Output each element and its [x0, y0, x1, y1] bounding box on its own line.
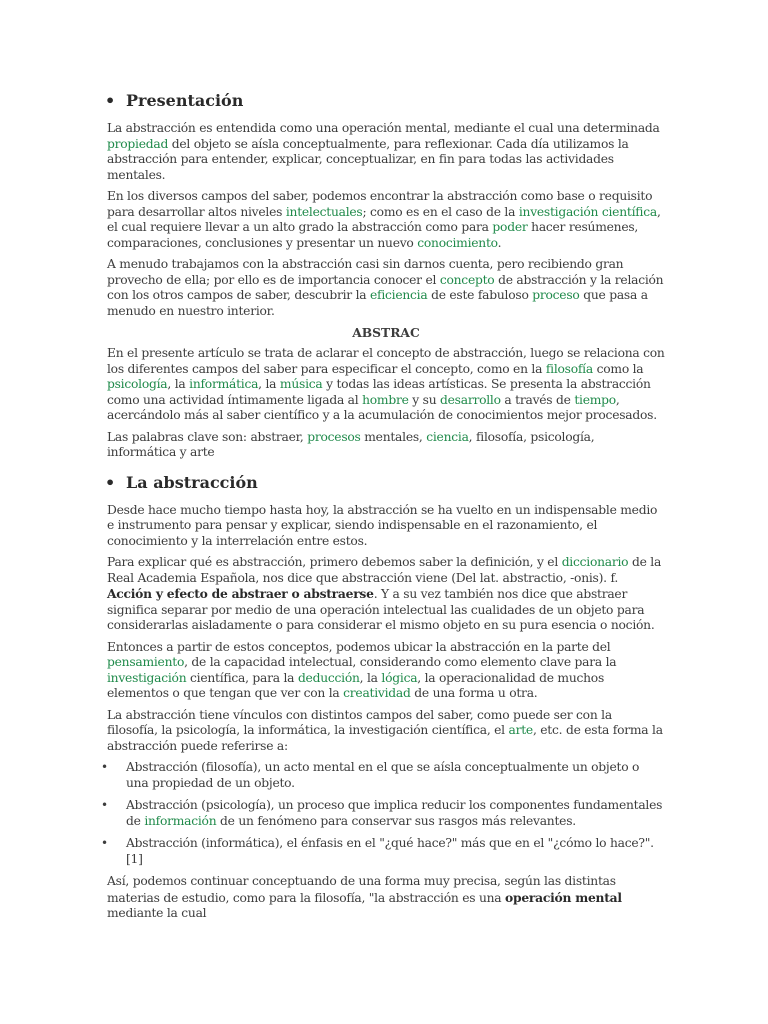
- inline-link[interactable]: música: [279, 377, 323, 391]
- text-run: científica, para la: [186, 670, 298, 685]
- inline-link[interactable]: investigación: [107, 670, 187, 685]
- inline-link[interactable]: informática: [189, 377, 259, 391]
- inline-link[interactable]: concepto: [439, 272, 495, 287]
- paragraph: [107, 257, 665, 319]
- document-page: [101, 84, 665, 928]
- text-run: de este fabuloso: [427, 288, 533, 302]
- inline-link[interactable]: conocimiento: [417, 235, 498, 250]
- text-run: a través de: [500, 392, 575, 407]
- text-run: que pasa a menudo en nuestro interior.: [107, 288, 648, 318]
- text-run: Para explicar qué es abstracción, primero debemos saber la definición, y el: [107, 555, 562, 569]
- text-run: En los diversos campos del saber, podemos encontrar la abstracción como base o requisito para desarrollar altos niveles: [107, 189, 653, 219]
- inline-link[interactable]: filosofía: [545, 361, 593, 376]
- bullet-icon: •: [105, 472, 116, 492]
- bullet-icon: •: [101, 836, 108, 850]
- text-run: Abstracción (informática), el énfasis en el "¿qué hace?" más que en el "¿cómo lo hace?".[1]: [126, 836, 654, 866]
- inline-link[interactable]: poder: [492, 220, 528, 234]
- text-run: , acercándolo más al saber científico y a la acumulación de conocimientos mejor procesados.: [107, 392, 657, 422]
- bullet-icon: •: [105, 91, 116, 110]
- inline-link[interactable]: diccionario: [561, 555, 629, 569]
- paragraph: [107, 503, 665, 550]
- presentacion-body: [107, 121, 665, 319]
- section-heading-la-abstraccion: [105, 472, 665, 493]
- inline-link[interactable]: deducción: [297, 670, 360, 685]
- text-run: de un fenómeno para conservar sus rasgos más relevantes.: [216, 813, 576, 828]
- heading-text: Presentación: [126, 91, 244, 110]
- text-run: Las palabras clave son: abstraer,: [107, 429, 308, 444]
- text-run: , el cual requiere llevar a un alto grado la abstracción como para: [107, 204, 661, 234]
- inline-link[interactable]: creatividad: [343, 686, 411, 700]
- list-item: [101, 836, 665, 867]
- inline-link[interactable]: intelectuales: [285, 204, 363, 219]
- text-run: Abstracción (filosofía), un acto mental en el que se aísla conceptualmente un objeto o una propiedad de un objeto.: [126, 760, 640, 790]
- text-run: A menudo trabajamos con la abstracción casi sin darnos cuenta, pero recibiendo gran provecho de ella; por ello es de importancia conocer el: [107, 257, 624, 287]
- paragraph: [107, 708, 665, 755]
- inline-link[interactable]: desarrollo: [440, 392, 501, 407]
- text-run: Así, podemos continuar conceptuando de una forma muy precisa, según las distintas materias de estudio, como para la filosofía, "la abstracción es una: [107, 874, 616, 905]
- paragraph: [107, 430, 665, 461]
- text-run: Abstracción (psicología), un proceso que implica reducir los componentes fundamentales de: [126, 798, 663, 828]
- text-run: , de la capacidad intelectual, considerando como elemento clave para la: [184, 655, 617, 669]
- text-run: .: [497, 235, 502, 250]
- text-run: hacer resúmenes, comparaciones, conclusiones y presentar un nuevo: [107, 220, 639, 250]
- text-run: En el presente artículo se trata de aclarar el concepto de abstracción, luego se relaciona con los diferentes campos del saber para especificar el concepto, como en la: [107, 346, 665, 376]
- text-run: , la operacionalidad de muchos elementos o que tengan que ver con la: [107, 670, 605, 700]
- paragraph: [107, 640, 665, 702]
- text-run: , la: [258, 377, 280, 391]
- abstraccion-body: [107, 503, 665, 755]
- text-run: Desde hace mucho tiempo hasta hoy, la abstracción se ha vuelto en un indispensable medio e instrumento para pensar y explicar, siendo indispensable en el razonamiento, el conocimiento y la interrelación entre estos.: [107, 502, 658, 548]
- text-run: mediante la cual: [107, 906, 207, 920]
- text-run: , etc. de esta forma la abstracción puede referirse a:: [107, 723, 663, 753]
- text-run: La abstracción tiene vínculos con distintos campos del saber, como puede ser con la filosofía, la psicología, la informática, la investigación científica, el: [107, 707, 612, 737]
- inline-link[interactable]: información: [144, 813, 217, 828]
- bold-text: Acción y efecto de abstraer o abstraerse: [107, 586, 374, 601]
- text-run: mentales,: [360, 429, 427, 444]
- inline-link[interactable]: investigación científica: [518, 204, 657, 219]
- inline-link[interactable]: hombre: [362, 392, 409, 407]
- inline-link[interactable]: procesos: [307, 429, 361, 444]
- abstraction-bullet-list: [101, 760, 665, 867]
- inline-link[interactable]: psicología: [107, 377, 168, 391]
- inline-link[interactable]: proceso: [532, 288, 580, 302]
- inline-link[interactable]: eficiencia: [370, 288, 428, 302]
- list-item: [101, 760, 665, 791]
- closing-paragraph: [107, 874, 665, 922]
- text-run: , filosofía, psicología, informática y arte: [107, 429, 595, 459]
- text-run: . Y a su vez también nos dice que abstraer significa separar por medio de una operación intelectual las cualidades de un objeto para considerarlas aisladamente o para considerar el mismo objeto en su pura esencia o noción.: [107, 587, 655, 632]
- abstract-body: [107, 346, 665, 461]
- inline-link[interactable]: tiempo: [574, 392, 616, 407]
- inline-link[interactable]: pensamiento: [107, 655, 185, 669]
- list-item: [101, 798, 665, 829]
- text-run: de abstracción y la relación con los otros campos de saber, descubrir la: [107, 272, 664, 302]
- text-run: , la: [167, 377, 190, 391]
- paragraph: [107, 121, 665, 183]
- text-run: como la: [592, 361, 644, 376]
- text-run: del objeto se aísla conceptualmente, para reflexionar. Cada día utilizamos la abstracción para entender, explicar, conceptualizar, en fin para todas las actividades mentales.: [107, 136, 629, 182]
- paragraph: [107, 555, 665, 634]
- text-run: y todas las ideas artísticas. Se presenta la abstracción como una actividad íntimamente ligada al: [107, 377, 651, 407]
- heading-text: La abstracción: [126, 472, 258, 492]
- inline-link[interactable]: lógica: [381, 670, 418, 685]
- inline-link[interactable]: ciencia: [426, 429, 469, 444]
- section-heading-presentacion: [105, 91, 665, 111]
- bold-text: operación mental: [505, 889, 622, 905]
- inline-link[interactable]: arte: [508, 723, 533, 737]
- text-run: ; como es en el caso de la: [362, 204, 519, 219]
- inline-link[interactable]: propiedad: [107, 136, 169, 151]
- paragraph: [107, 874, 665, 922]
- text-run: y su: [408, 392, 441, 407]
- text-run: Entonces a partir de estos conceptos, podemos ubicar la abstracción en la parte del: [107, 639, 611, 654]
- text-run: , la: [359, 670, 382, 685]
- text-run: La abstracción es entendida como una operación mental, mediante el cual una determinada: [107, 121, 660, 135]
- paragraph: [107, 189, 665, 251]
- bullet-icon: •: [101, 760, 108, 774]
- bullet-icon: •: [101, 798, 108, 812]
- paragraph: [107, 346, 665, 424]
- abstract-title: ABSTRAC: [352, 325, 420, 340]
- text-run: de una forma u otra.: [410, 686, 538, 700]
- text-run: de la Real Academia Española, nos dice que abstracción viene (Del lat. abstractio, -onis). f.: [107, 555, 662, 585]
